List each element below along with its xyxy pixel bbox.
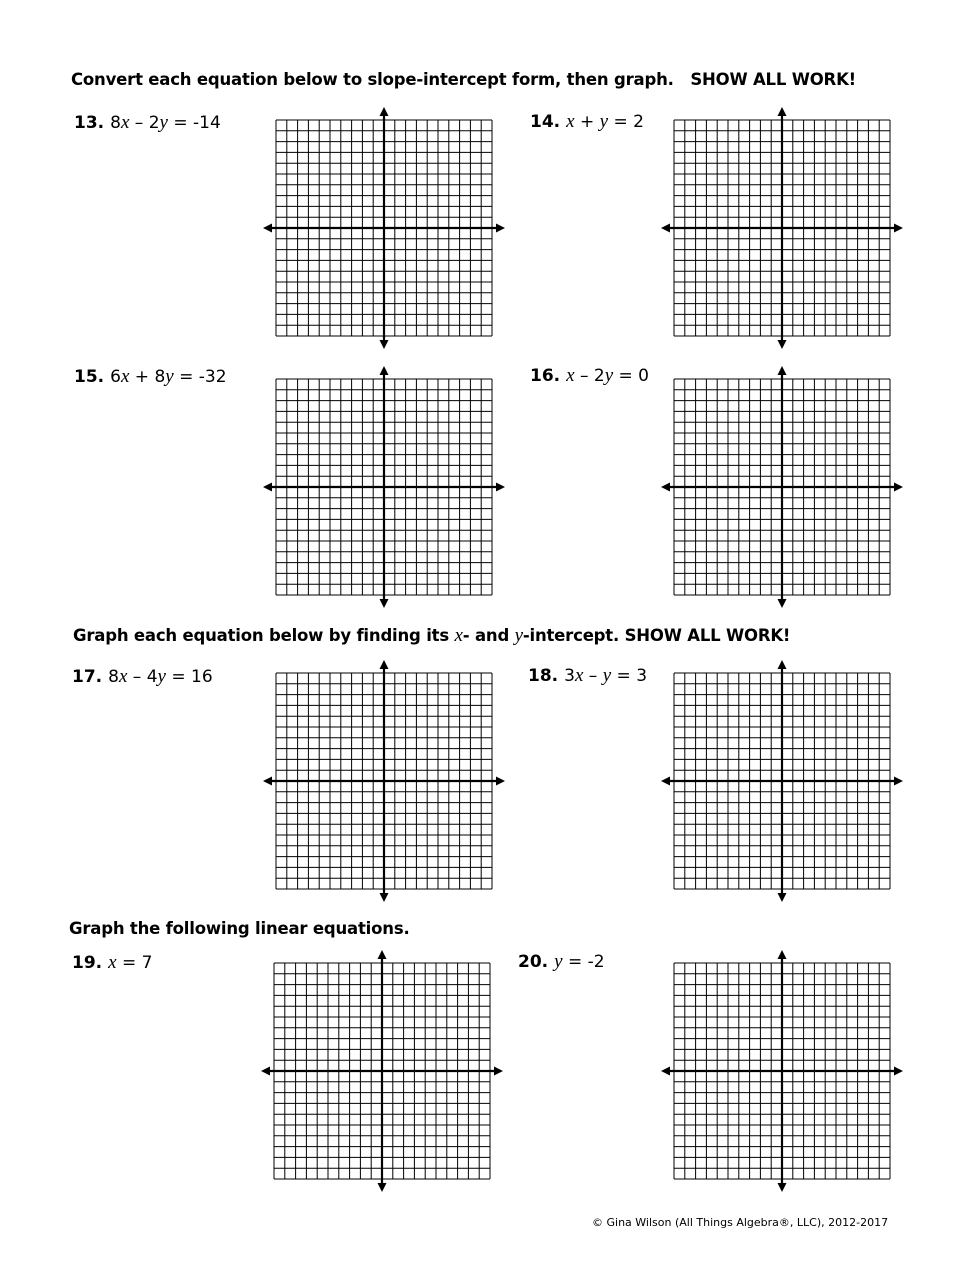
y-axis-arrow-down-icon bbox=[378, 1183, 387, 1192]
y-axis-arrow-up-icon bbox=[778, 366, 787, 375]
problem-equation bbox=[108, 953, 152, 973]
coordinate-grid-20[interactable] bbox=[660, 949, 904, 1193]
x-axis-arrow-left-icon bbox=[661, 1067, 670, 1076]
y-axis-arrow-down-icon bbox=[778, 340, 787, 349]
coordinate-grid-17[interactable] bbox=[262, 659, 506, 903]
x-axis-arrow-left-icon bbox=[263, 483, 272, 492]
equation-text: 8 bbox=[110, 113, 121, 133]
problem-number: 14. bbox=[530, 112, 561, 132]
equation-variable: x bbox=[120, 112, 130, 133]
equation-variable: y bbox=[159, 112, 168, 133]
heading-intercept-text-c: -intercept. bbox=[522, 626, 620, 645]
heading-intercept-text-b: - and bbox=[462, 626, 510, 645]
problem-number: 13. bbox=[74, 113, 105, 133]
problem-number: 17. bbox=[72, 667, 103, 687]
equation-variable: x bbox=[566, 365, 575, 386]
y-axis-arrow-down-icon bbox=[778, 599, 787, 608]
equation-text: = -2 bbox=[562, 952, 605, 972]
heading-intercept-emphasis: SHOW ALL WORK! bbox=[624, 626, 791, 645]
problem-17 bbox=[72, 666, 213, 688]
equation-variable: x bbox=[118, 666, 128, 687]
y-axis-arrow-up-icon bbox=[378, 950, 387, 959]
equation-variable: x bbox=[120, 366, 130, 387]
problem-equation bbox=[566, 112, 644, 132]
problem-equation bbox=[110, 113, 221, 133]
problem-13 bbox=[74, 112, 221, 134]
equation-text: = -32 bbox=[173, 367, 227, 387]
y-axis-arrow-down-icon bbox=[380, 599, 389, 608]
x-axis-arrow-right-icon bbox=[894, 777, 903, 786]
x-axis-arrow-right-icon bbox=[496, 224, 505, 233]
problem-15 bbox=[74, 366, 227, 388]
equation-variable: y bbox=[602, 665, 612, 686]
equation-variable: x bbox=[566, 111, 575, 132]
x-axis-arrow-right-icon bbox=[496, 777, 505, 786]
coordinate-grid-14[interactable] bbox=[660, 106, 904, 350]
x-axis-arrow-right-icon bbox=[894, 1067, 903, 1076]
heading-linear-text: Graph the following linear equations. bbox=[69, 919, 410, 938]
equation-text: – 2 bbox=[574, 366, 605, 386]
y-axis-arrow-up-icon bbox=[778, 660, 787, 669]
equation-text: 3 bbox=[564, 666, 575, 686]
heading-intercept-text-a: Graph each equation below by finding its bbox=[73, 626, 449, 645]
equation-text: = -14 bbox=[167, 113, 221, 133]
equation-variable: y bbox=[604, 365, 614, 386]
problem-number: 19. bbox=[72, 953, 103, 973]
y-axis-arrow-up-icon bbox=[380, 366, 389, 375]
problem-number: 15. bbox=[74, 367, 105, 387]
x-axis-arrow-left-icon bbox=[263, 777, 272, 786]
problem-number: 18. bbox=[528, 666, 559, 686]
problem-number: 16. bbox=[530, 366, 561, 386]
heading-intercept bbox=[73, 625, 790, 647]
y-axis-arrow-down-icon bbox=[380, 340, 389, 349]
equation-text: + bbox=[574, 112, 600, 132]
heading-intercept-x: x bbox=[454, 625, 463, 646]
problem-equation bbox=[566, 366, 649, 386]
problem-equation bbox=[554, 952, 604, 972]
equation-text: = 3 bbox=[611, 666, 648, 686]
equation-text: = 0 bbox=[613, 366, 649, 386]
x-axis-arrow-left-icon bbox=[661, 777, 670, 786]
problem-18 bbox=[528, 665, 647, 687]
equation-text: = 2 bbox=[608, 112, 644, 132]
y-axis-arrow-up-icon bbox=[778, 107, 787, 116]
problem-number: 20. bbox=[518, 952, 549, 972]
problem-equation bbox=[108, 667, 213, 687]
problem-14 bbox=[530, 111, 644, 133]
y-axis-arrow-up-icon bbox=[778, 950, 787, 959]
coordinate-grid-19[interactable] bbox=[260, 949, 504, 1193]
equation-variable: y bbox=[157, 666, 166, 687]
x-axis-arrow-right-icon bbox=[894, 483, 903, 492]
equation-variable: y bbox=[554, 951, 563, 972]
problem-19 bbox=[72, 952, 152, 974]
equation-variable: y bbox=[165, 366, 174, 387]
equation-text: 6 bbox=[110, 367, 121, 387]
coordinate-grid-15[interactable] bbox=[262, 365, 506, 609]
equation-text: = 7 bbox=[116, 953, 153, 973]
y-axis-arrow-up-icon bbox=[380, 660, 389, 669]
equation-text: 8 bbox=[108, 667, 119, 687]
heading-intercept-y: y bbox=[514, 625, 523, 646]
heading-convert-emphasis: SHOW ALL WORK! bbox=[690, 70, 856, 89]
problem-equation bbox=[110, 367, 226, 387]
x-axis-arrow-left-icon bbox=[263, 224, 272, 233]
equation-variable: x bbox=[108, 952, 117, 973]
coordinate-grid-13[interactable] bbox=[262, 106, 506, 350]
problem-20 bbox=[518, 951, 605, 973]
x-axis-arrow-right-icon bbox=[894, 224, 903, 233]
y-axis-arrow-down-icon bbox=[380, 893, 389, 902]
heading-linear bbox=[69, 919, 410, 938]
equation-text: = 16 bbox=[165, 667, 213, 687]
copyright-footer: © Gina Wilson (All Things Algebra®, LLC), 2012-2017 bbox=[592, 1216, 889, 1229]
equation-variable: x bbox=[574, 665, 584, 686]
equation-text: + 8 bbox=[129, 367, 166, 387]
equation-variable: y bbox=[599, 111, 609, 132]
x-axis-arrow-right-icon bbox=[494, 1067, 503, 1076]
heading-convert bbox=[71, 70, 856, 89]
y-axis-arrow-down-icon bbox=[778, 893, 787, 902]
coordinate-grid-18[interactable] bbox=[660, 659, 904, 903]
equation-text: – 4 bbox=[127, 667, 158, 687]
equation-text: – 2 bbox=[129, 113, 160, 133]
x-axis-arrow-left-icon bbox=[661, 224, 670, 233]
y-axis-arrow-down-icon bbox=[778, 1183, 787, 1192]
problem-16 bbox=[530, 365, 649, 387]
equation-text: – bbox=[583, 666, 603, 686]
x-axis-arrow-right-icon bbox=[496, 483, 505, 492]
problem-equation bbox=[564, 666, 647, 686]
heading-convert-text: Convert each equation below to slope-intercept form, then graph. bbox=[71, 70, 674, 89]
x-axis-arrow-left-icon bbox=[261, 1067, 270, 1076]
coordinate-grid-16[interactable] bbox=[660, 365, 904, 609]
x-axis-arrow-left-icon bbox=[661, 483, 670, 492]
y-axis-arrow-up-icon bbox=[380, 107, 389, 116]
